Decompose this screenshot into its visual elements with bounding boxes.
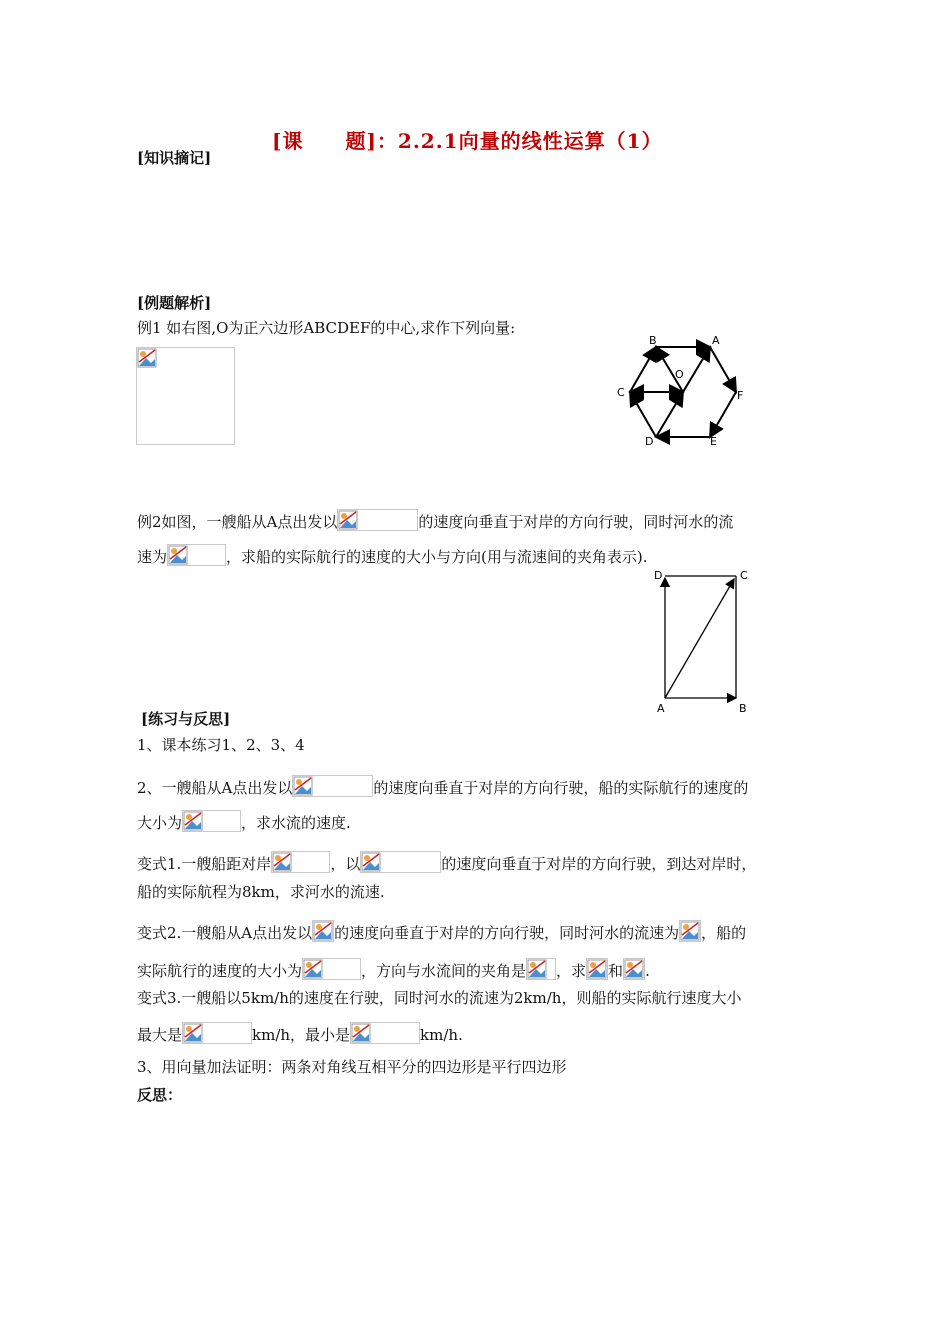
- example2-line1-b: 的速度向垂直于对岸的方向行驶，同时河水的流: [418, 513, 734, 531]
- formula-image: [679, 920, 701, 942]
- broken-image-placeholder: [136, 347, 235, 445]
- practice-item2-b: 的速度向垂直于对岸的方向行驶，船的实际航行的速度的: [373, 779, 749, 797]
- formula-image: [312, 920, 334, 942]
- label-O: O: [675, 368, 684, 381]
- formula-image: [167, 544, 226, 566]
- variant2-d: 实际航行的速度的大小为: [137, 962, 303, 980]
- variant2-h: .: [645, 962, 650, 980]
- label-B: B: [739, 702, 747, 715]
- label-C: C: [617, 386, 625, 399]
- broken-image-icon: [168, 545, 188, 565]
- variant3-c: km/h，最小是: [252, 1026, 351, 1044]
- formula-image: [292, 775, 373, 797]
- practice-item2-d: ，求水流的速度.: [241, 814, 351, 832]
- example2-line2-b: ，求船的实际航行的速度的大小与方向(用与流速间的夹角表示).: [226, 548, 648, 566]
- formula-image: [350, 1022, 420, 1044]
- broken-image-icon: [587, 959, 607, 979]
- formula-image: [360, 851, 441, 873]
- label-D: D: [645, 435, 654, 448]
- variant3-line1: 变式3.一艘船以5km/h的速度在行驶，同时河水的流速为2km/h，则船的实际航行速度大小: [137, 989, 742, 1007]
- vector-OA: [683, 347, 710, 392]
- edge-FE: [710, 392, 736, 437]
- section-examples-heading: [例题解析]: [137, 294, 212, 312]
- broken-image-icon: [183, 811, 203, 831]
- broken-image-icon: [527, 959, 547, 979]
- variant3-line2: [137, 1022, 463, 1045]
- example2-line2-a: 速为: [137, 548, 168, 566]
- variant1-line2: 船的实际航程为8km，求河水的流速.: [137, 883, 385, 901]
- broken-image-icon: [293, 776, 313, 796]
- formula-image: [526, 958, 556, 980]
- broken-image-icon: [361, 852, 381, 872]
- broken-image-icon: [624, 959, 644, 979]
- formula-image: [302, 958, 361, 980]
- formula-image: [623, 958, 645, 980]
- broken-image-icon: [313, 921, 333, 941]
- practice-item2-line2: [137, 810, 351, 833]
- label-A: A: [712, 334, 720, 347]
- example2-line1-a: 例2如图，一艘船从A点出发以: [137, 513, 338, 531]
- variant2-e: ，方向与水流间的夹角是: [361, 962, 527, 980]
- variant2-f: ，求: [556, 962, 587, 980]
- label-C: C: [740, 569, 748, 582]
- variant2-line2: [137, 958, 650, 981]
- variant2-c: ，船的: [701, 924, 747, 942]
- broken-image-icon: [338, 510, 358, 530]
- section-practice-heading: [练习与反思]: [141, 710, 231, 728]
- broken-image-icon: [137, 348, 157, 368]
- practice-item1: 1、课本练习1、2、3、4: [137, 736, 305, 754]
- practice-item3: 3、用向量加法证明：两条对角线互相平分的四边形是平行四边形: [137, 1058, 567, 1076]
- edge-AF: [710, 347, 736, 392]
- reflection-heading: 反思：: [137, 1086, 183, 1104]
- label-F: F: [737, 389, 744, 402]
- broken-image-icon: [303, 959, 323, 979]
- variant1-a: 变式1.一艘船距对岸: [137, 855, 272, 873]
- variant2-g: 和: [608, 962, 624, 980]
- edge-DC: [630, 392, 656, 437]
- label-D: D: [654, 569, 663, 582]
- variant1-line1: [137, 851, 756, 874]
- variant2-a: 变式2.一艘船从A点出发以: [137, 924, 313, 942]
- variant2-b: 的速度向垂直于对岸的方向行驶，同时河水的流速为: [334, 924, 680, 942]
- label-A: A: [657, 702, 665, 715]
- practice-item2-line1: [137, 775, 748, 798]
- formula-image: [271, 851, 330, 873]
- edge-CB: [630, 347, 656, 392]
- vector-DO: [656, 392, 683, 437]
- variant3-d: km/h.: [420, 1026, 463, 1044]
- formula-image: [586, 958, 608, 980]
- broken-image-icon: [351, 1023, 371, 1043]
- practice-item2-a: 2、一艘船从A点出发以: [137, 779, 293, 797]
- example1-text: 例1 如右图,O为正六边形ABCDEF的中心,求作下列向量:: [137, 319, 516, 337]
- variant1-c: 的速度向垂直于对岸的方向行驶，到达对岸时，: [441, 855, 757, 873]
- section-knowledge-heading: [知识摘记]: [137, 149, 212, 167]
- practice-item2-c: 大小为: [137, 814, 183, 832]
- page-title: [课 题]：2.2.1向量的线性运算（1）: [272, 129, 663, 153]
- formula-image: [337, 509, 418, 531]
- variant2-line1: [137, 920, 746, 943]
- broken-image-icon: [272, 852, 292, 872]
- rectangle-figure: [648, 566, 758, 716]
- broken-image-icon: [680, 921, 700, 941]
- formula-image: [182, 810, 241, 832]
- hexagon-figure: [612, 330, 747, 450]
- example2-line1: [137, 509, 733, 532]
- example2-line2: [137, 544, 648, 567]
- formula-image: [182, 1022, 252, 1044]
- variant3-b: 最大是: [137, 1026, 183, 1044]
- broken-image-icon: [183, 1023, 203, 1043]
- vector-AC: [665, 579, 734, 698]
- label-E: E: [710, 435, 717, 448]
- variant1-b: ，以: [330, 855, 361, 873]
- label-B: B: [649, 334, 657, 347]
